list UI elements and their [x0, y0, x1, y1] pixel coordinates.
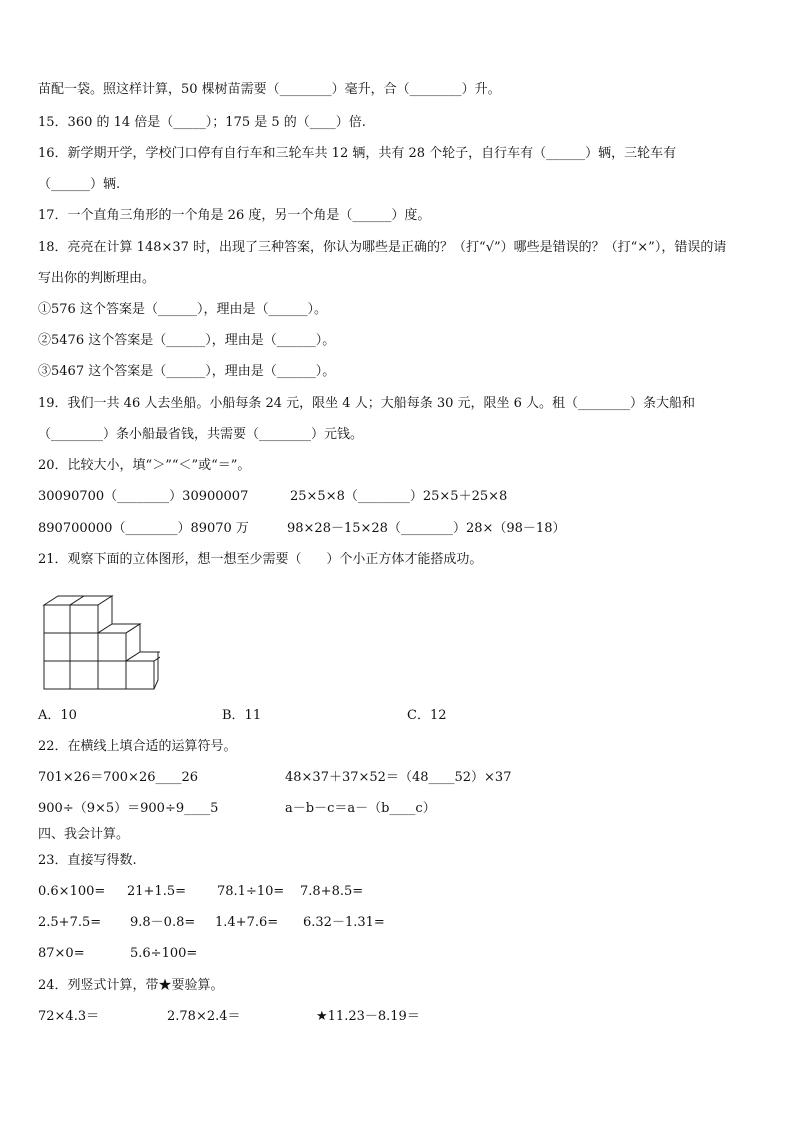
question-19-line2: （________）条小船最省钱，共需要（________）元钱。	[38, 427, 364, 442]
question-20: 20．比较大小，填“＞”“＜”或“＝”。	[38, 458, 251, 473]
question-23: 23．直接写得数.	[38, 853, 137, 868]
q23-item-1: 0.6×100=	[38, 884, 106, 899]
question-20-item-1: 30090700（________）30900007	[38, 489, 249, 504]
q23-item-5: 2.5+7.5=	[38, 915, 102, 930]
question-22-item-1: 701×26＝700×26____26	[38, 770, 199, 785]
question-20-item-4: 98×28－15×28（________）28×（98－18）	[287, 521, 566, 536]
q23-item-6: 9.8－0.8=	[130, 915, 196, 930]
q24-item-1: 72×4.3＝	[38, 1009, 100, 1024]
question-20-item-3: 890700000（________）89070 万	[38, 521, 249, 536]
q23-item-10: 5.6÷100=	[130, 946, 198, 961]
question-22-item-4: a－b－c＝a－（b____c）	[285, 801, 436, 816]
question-18-answer-1: ①576 这个答案是（______），理由是（______）。	[38, 302, 327, 317]
q23-item-7: 1.4+7.6=	[215, 915, 279, 930]
question-17: 17．一个直角三角形的一个角是 26 度，另一个角是（______）度。	[38, 208, 431, 223]
question-24: 24．列竖式计算，带★要验算。	[38, 978, 224, 993]
question-18-answer-2: ②5476 这个答案是（______），理由是（______）。	[38, 333, 336, 348]
question-18-line2: 写出你的判断理由。	[38, 271, 156, 286]
q23-item-9: 87×0=	[38, 946, 85, 961]
question-22-item-3: 900÷（9×5）＝900÷9____5	[38, 801, 219, 816]
q14-continuation: 苗配一袋。照这样计算，50 棵树苗需要（________）毫升，合（________）升。	[38, 82, 501, 97]
question-21-option-b: B．11	[222, 708, 262, 723]
question-22-item-2: 48×37＋37×52＝（48____52）×37	[285, 770, 512, 785]
q23-item-8: 6.32－1.31=	[303, 915, 385, 930]
question-22: 22．在横线上填合适的运算符号。	[38, 739, 237, 754]
question-16-line2: （______）辆.	[38, 177, 121, 192]
question-21-option-a: A．10	[38, 708, 77, 723]
cube-stack-figure	[40, 584, 160, 694]
section-4-heading: 四、我会计算。	[38, 827, 130, 842]
question-18-answer-3: ③5467 这个答案是（______），理由是（______）。	[38, 364, 336, 379]
question-15: 15．360 的 14 倍是（_____）；175 是 5 的（____）倍.	[38, 115, 366, 130]
question-19-line1: 19．我们一共 46 人去坐船。小船每条 24 元，限坐 4 人；大船每条 30 元，限坐 6 人。租（________）条大船和	[38, 396, 696, 411]
question-20-item-2: 25×5×8（________）25×5＋25×8	[290, 489, 508, 504]
question-21: 21．观察下面的立体图形，想一想至少需要（ ）个小正方体才能搭成功。	[38, 552, 483, 567]
q23-item-3: 78.1÷10=	[217, 884, 285, 899]
q24-item-2: 2.78×2.4＝	[167, 1009, 241, 1024]
q24-item-3: ★11.23－8.19＝	[316, 1009, 420, 1024]
q23-item-2: 21+1.5=	[127, 884, 187, 899]
question-16-line1: 16．新学期开学，学校门口停有自行车和三轮车共 12 辆，共有 28 个轮子，自行车有（______）辆，三轮车有	[38, 146, 677, 161]
question-21-option-c: C．12	[407, 708, 447, 723]
q23-item-4: 7.8+8.5=	[300, 884, 364, 899]
question-18-line1: 18．亮亮在计算 148×37 时，出现了三种答案，你认为哪些是正确的？（打“√”）哪些是错误的？（打“×”），错误的请	[38, 240, 727, 255]
